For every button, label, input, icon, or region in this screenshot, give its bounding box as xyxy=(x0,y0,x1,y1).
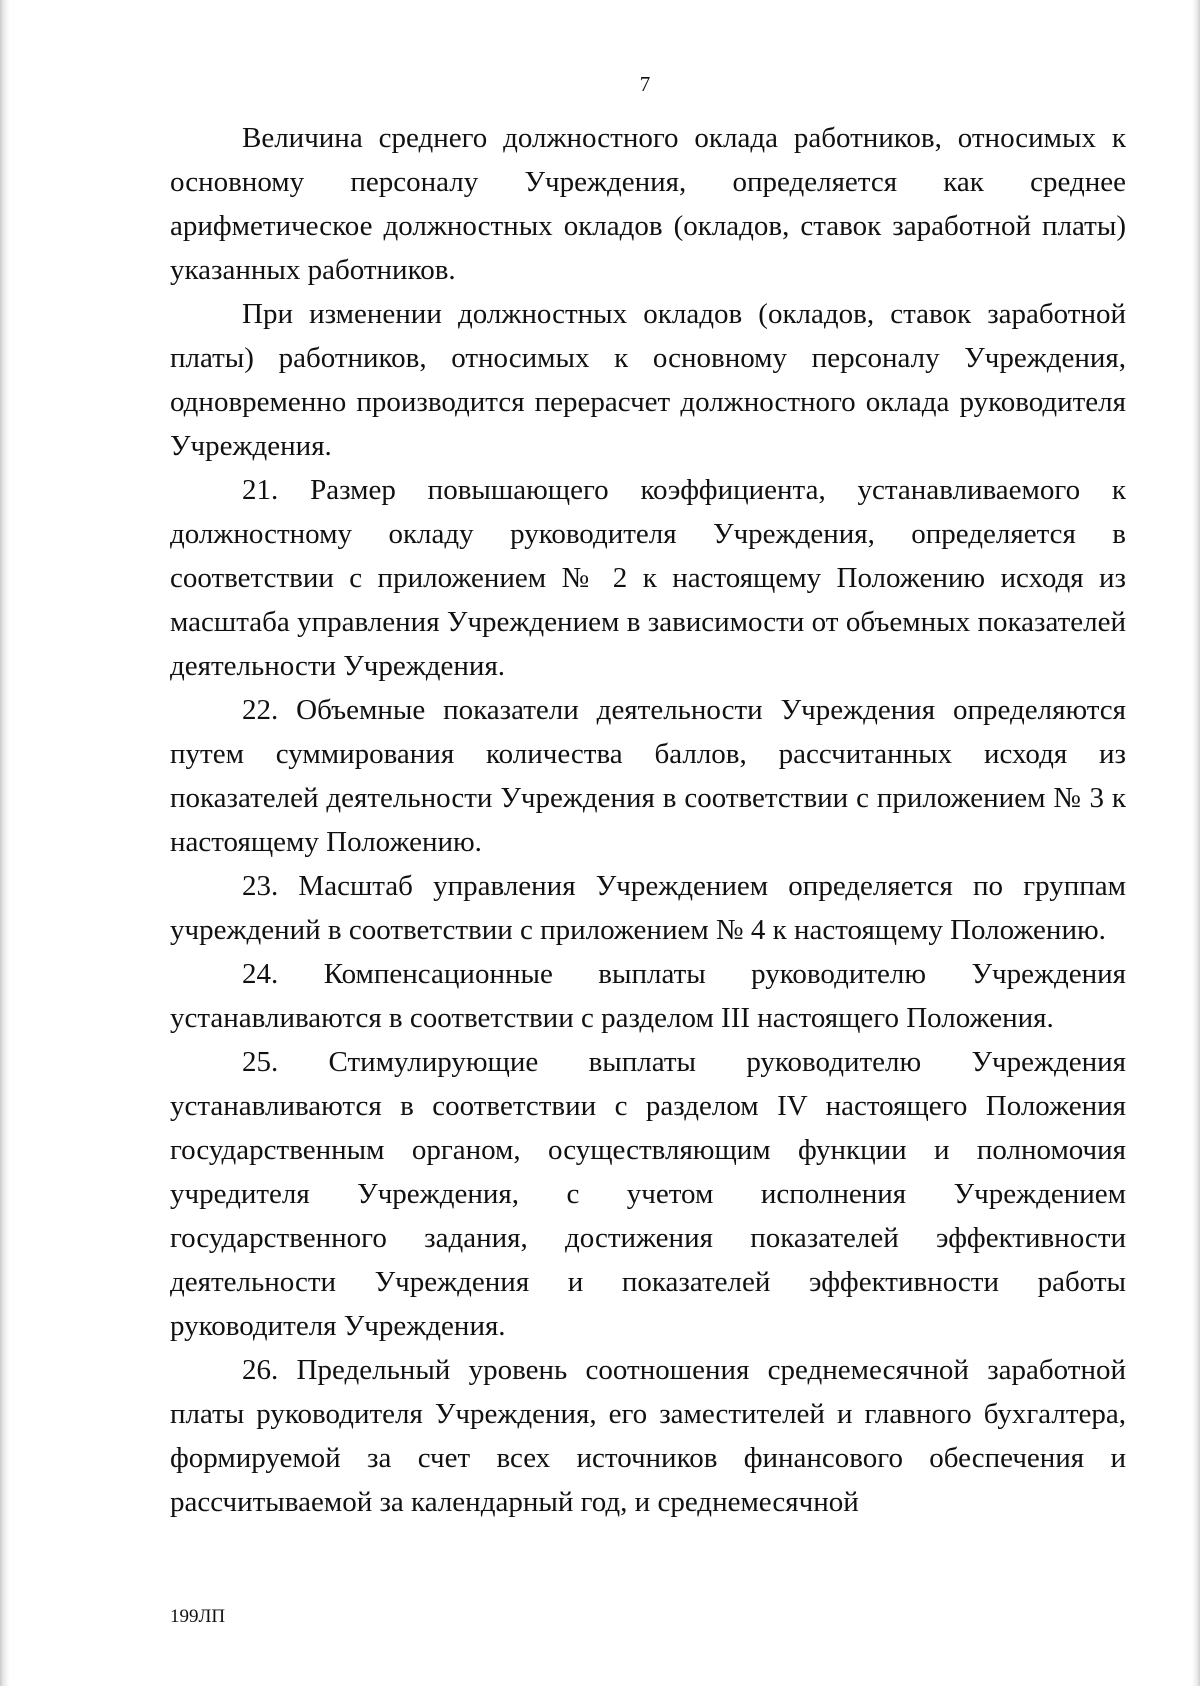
paragraph-item-25: 25. Стимулирующие выплаты руководителю Учреждения устанавливаются в соответствии с разделом IV настоящего Положения государственным органом, осуществляющим функции и полномочия учредителя Учреждения, с учетом исполнения Учреждением государственного задания, достижения показателей эффективности деятельности Учреждения и показателей эффективности работы руководителя Учреждения. xyxy=(170,1046,1126,1342)
scan-edge-left xyxy=(0,0,10,1686)
page-body xyxy=(170,116,1126,1524)
paragraph-item-22: 22. Объемные показатели деятельности Учреждения определяются путем суммирования количества баллов, рассчитанных исходя из показателей деятельности Учреждения в соответствии с приложением № 3 к настоящему Положению. xyxy=(170,694,1126,858)
paragraph-item-21: 21. Размер повышающего коэффициента, устанавливаемого к должностному окладу руководителя Учреждения, определяется в соответствии с приложением № 2 к настоящему Положению исходя из масштаба управления Учреждением в зависимости от объемных показателей деятельности Учреждения. xyxy=(170,474,1126,682)
paragraph-item-23: 23. Масштаб управления Учреждением определяется по группам учреждений в соответствии с приложением № 4 к настоящему Положению. xyxy=(170,870,1126,946)
paragraph-item-24: 24. Компенсационные выплаты руководителю Учреждения устанавливаются в соответствии с разделом III настоящего Положения. xyxy=(170,958,1126,1034)
scan-edge-right xyxy=(1192,0,1200,1686)
page-number: 7 xyxy=(639,72,651,96)
footer-document-code: 199ЛП xyxy=(170,1606,226,1627)
paragraph-recalculation: При изменении должностных окладов (окладов, ставок заработной платы) работников, относимых к основному персоналу Учреждения, одновременно производится перерасчет должностного оклада руководителя Учреждения. xyxy=(170,298,1126,462)
paragraph-average-salary: Величина среднего должностного оклада работников, относимых к основному персоналу Учреждения, определяется как среднее арифметическое должностных окладов (окладов, ставок заработной платы) указанных работников. xyxy=(170,122,1126,286)
paragraph-item-26: 26. Предельный уровень соотношения среднемесячной заработной платы руководителя Учреждения, его заместителей и главного бухгалтера, формируемой за счет всех источников финансового обеспечения и рассчитываемой за календарный год, и среднемесячной xyxy=(170,1354,1126,1518)
